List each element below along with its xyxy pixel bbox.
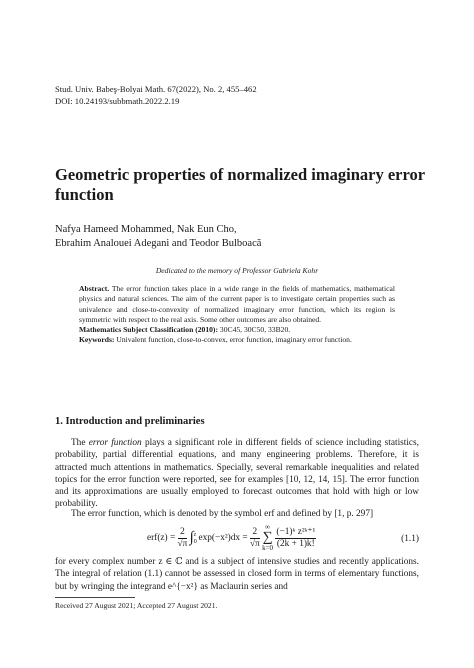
abstract-text: The error function takes place in a wide range in the fields of mathematics, mathematical physics and natural sciences. The aim of the current paper is to investigate certain properties such as univalence and close-to-convexity of normalized imaginary error function, which its region is symmetric with respect to the real axis. Some other outcomes are also obtained. [79, 284, 395, 324]
dedication: Dedicated to the memory of Professor Gabriela Kohr [155, 266, 319, 275]
author-list [55, 223, 261, 251]
p1-after: plays a significant role in different fields of science including statistics, probability, partial differential equations, and many engineering problems. Therefore, it is attracted much attentions in mathematics. Specially, several remarkable inequalities and related topics for the error function were reported, see for examples [10, 12, 14, 15]. The error function and its approximations are usually employed to forecast outcomes that hold with high or low probability. [55, 438, 419, 510]
msc-label: Mathematics Subject Classification (2010): [79, 325, 218, 335]
summation [262, 524, 273, 552]
integral-lower: 0 [193, 539, 197, 545]
eq-frac-1 [178, 527, 188, 550]
integral-sign: ∫ [189, 529, 194, 546]
received-footnote: Received 27 August 2021; Accepted 27 August 2021. [55, 601, 218, 610]
author-line-1: Nafya Hameed Mohammed, Nak Eun Cho, [55, 224, 237, 235]
equation-1-1 [55, 522, 419, 556]
eq-frac-2-den: √π [249, 538, 260, 549]
msc-text: 30C45, 30C50, 33B20. [219, 325, 291, 335]
section-heading: 1. Introduction and preliminaries [55, 416, 205, 427]
sum-symbol: ∑ [262, 530, 273, 545]
p1-before: The [71, 438, 86, 448]
sum-bottom: k=0 [262, 544, 274, 552]
p2-text: The error function, which is denoted by the symbol erf and defined by [1, p. 297] [71, 509, 374, 519]
eq-frac-3-den: (2k + 1)k! [276, 538, 315, 549]
p1-italic: error function [88, 438, 142, 448]
eq-frac-1-den: √π [177, 538, 188, 549]
eq-integral-tail: exp(−x²)dx = [198, 533, 248, 544]
intro-paragraph-1 [55, 437, 419, 511]
paper-title: Geometric properties of normalized imaginary error function [55, 165, 425, 204]
eq-frac-3-num: (−1)ᵏ z²ᵏ⁺¹ [276, 526, 316, 537]
eq-frac-2-num: 2 [250, 527, 260, 539]
journal-header [55, 84, 257, 107]
keywords-label: Keywords: [79, 335, 115, 345]
integral-upper: z [193, 532, 197, 539]
equation-body [147, 524, 316, 552]
eq-lhs: erf(z) = [147, 533, 176, 544]
intro-paragraph-2 [55, 508, 419, 520]
intro-paragraph-3 [55, 556, 419, 593]
abstract-block [79, 284, 395, 346]
journal-doi: DOI: 10.24193/subbmath.2022.2.19 [55, 95, 180, 106]
footnote-rule [55, 597, 135, 598]
eq-frac-1-num: 2 [178, 527, 188, 539]
journal-citation: Stud. Univ. Babeş-Bolyai Math. 67(2022), No. 2, 455–462 [55, 84, 257, 94]
sum-top: ∞ [265, 523, 271, 531]
eq-frac-3 [275, 527, 316, 550]
equation-number: (1.1) [401, 534, 419, 544]
p3-text: for every complex number z ∈ ℂ and is a subject of intensive studies and recently applications. The integral of relation (1.1) cannot be assessed in closed form in terms of elementary functions, but by wringing the integrand e^{−x²} as Maclaurin series and [55, 557, 419, 592]
keywords-text: Univalent function, close-to-convex, error function, imaginary error function. [116, 335, 352, 345]
eq-frac-2 [250, 527, 260, 550]
author-line-2: Ebrahim Analouei Adegani and Teodor Bulboacă [55, 238, 262, 249]
abstract-label: Abstract. [79, 284, 110, 293]
